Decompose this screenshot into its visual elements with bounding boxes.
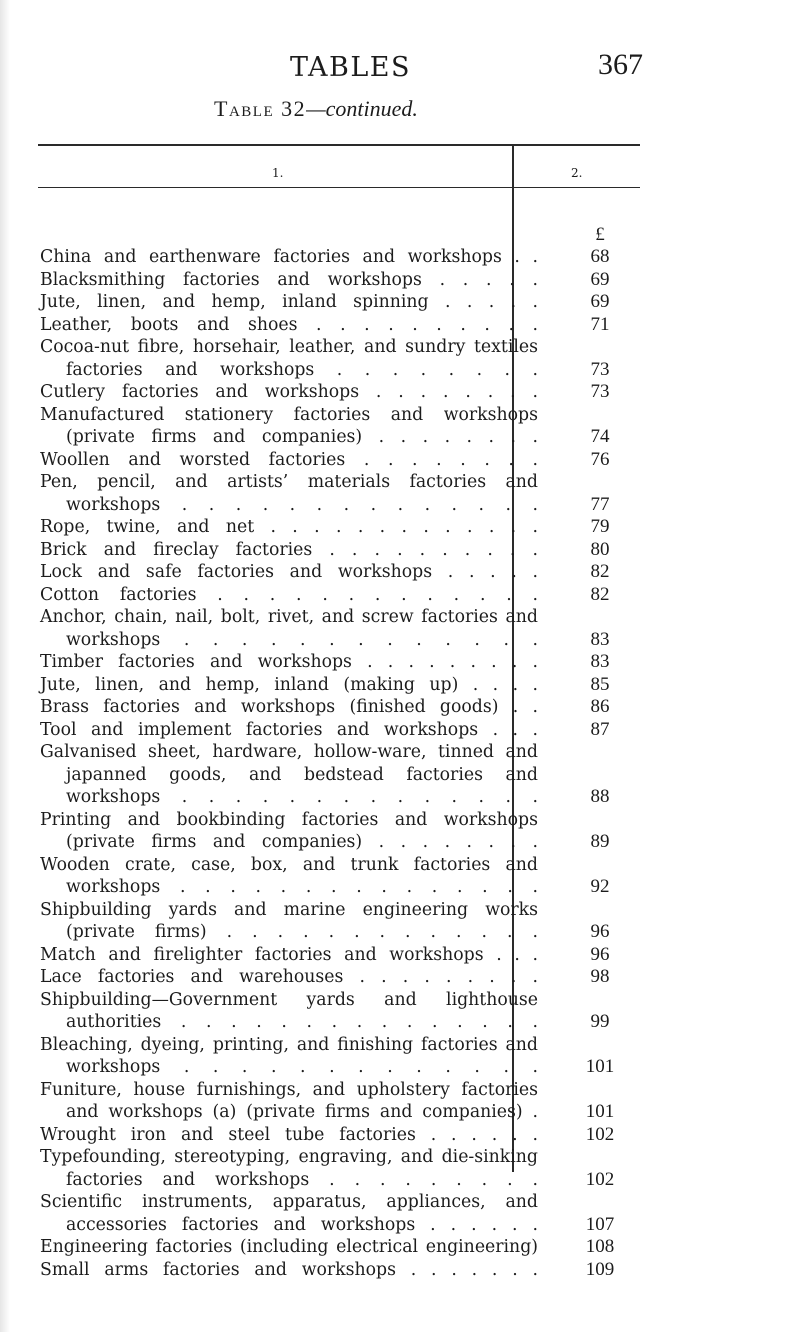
- row-label: Scientific instruments, apparatus, appliances, and accessories factories and workshops . . . . . .: [40, 1192, 538, 1235]
- table-row: [40, 966, 640, 989]
- table-title-main: Table 32: [214, 96, 307, 121]
- row-value: 98: [590, 966, 610, 987]
- row-value: 79: [590, 516, 610, 537]
- row-value: 71: [590, 313, 610, 335]
- row-value: 69: [590, 291, 610, 312]
- row-value: 82: [590, 583, 610, 605]
- row-label: Cotton factories . . . . . . . . . . . . .: [40, 584, 538, 605]
- table-header-rule: [38, 187, 640, 188]
- table-top-rule: [38, 144, 640, 146]
- currency-unit: £: [595, 223, 605, 245]
- table-row: [40, 854, 640, 899]
- table-row: [40, 516, 640, 539]
- row-value: 73: [590, 381, 610, 402]
- row-value: 68: [590, 246, 610, 267]
- row-value: 83: [590, 628, 610, 650]
- row-value: 102: [585, 1123, 615, 1145]
- row-label: Brass factories and workshops (finished goods) . .: [40, 697, 538, 717]
- row-label: Woollen and worsted factories . . . . . . . .: [40, 449, 538, 470]
- table-row: [40, 741, 640, 809]
- row-label: Cocoa-nut fibre, horsehair, leather, and sundry textiles factories and workshops . . . . . . . .: [40, 337, 538, 380]
- row-label: Funiture, house furnishings, and upholstery factories and workshops (a) (private firms and companies) .: [40, 1079, 538, 1122]
- table-row: [40, 989, 640, 1034]
- row-label: Jute, linen, and hemp, inland spinning . . . . .: [40, 292, 538, 312]
- row-value: 99: [590, 1011, 610, 1032]
- row-value: 69: [590, 268, 610, 290]
- row-label: Bleaching, dyeing, printing, and finishing factories and workshops . . . . . . . . . . . . .: [40, 1034, 538, 1077]
- row-label: Jute, linen, and hemp, inland (making up) . . . .: [40, 674, 538, 695]
- row-value: 85: [590, 673, 610, 695]
- row-label: Rope, twine, and net . . . . . . . . . . . . .: [40, 517, 538, 537]
- row-label: Shipbuilding yards and marine engineering works (private firms) . . . . . . . . . . . . .: [40, 899, 538, 942]
- row-label: Match and firelighter factories and workshops . . .: [40, 944, 538, 965]
- row-value: 83: [590, 651, 610, 672]
- table-row: [40, 944, 640, 967]
- table-row: [40, 1236, 640, 1259]
- row-label: Lace factories and warehouses . . . . . . . . .: [40, 967, 538, 987]
- row-label: Brick and fireclay factories . . . . . . . . . .: [40, 539, 538, 560]
- row-label: Leather, boots and shoes . . . . . . . . . .: [40, 314, 538, 335]
- row-value: 77: [590, 493, 610, 515]
- table-row: [40, 246, 640, 269]
- row-value: 89: [590, 831, 610, 852]
- row-label: Blacksmithing factories and workshops . . . . .: [40, 269, 538, 290]
- row-label: China and earthenware factories and workshops . .: [40, 247, 538, 267]
- table-row: [40, 809, 640, 854]
- table-title-continued: —continued.: [306, 96, 418, 121]
- row-value: 73: [590, 358, 610, 380]
- table-row: [40, 1191, 640, 1236]
- row-value: 82: [590, 561, 610, 582]
- row-value: 92: [590, 876, 610, 897]
- row-value: 74: [590, 426, 610, 447]
- table-row: [40, 336, 640, 381]
- row-label: Printing and bookbinding factories and workshops (private firms and companies) . . . . . . . .: [40, 809, 538, 852]
- row-label: Manufactured stationery factories and workshops (private firms and companies) . . . . . . . .: [40, 404, 538, 447]
- table-row: [40, 269, 640, 292]
- row-label: Small arms factories and workshops . . . . . . .: [40, 1259, 538, 1280]
- table-body: [40, 224, 640, 1281]
- row-value: 102: [585, 1168, 615, 1190]
- table-row: [40, 471, 640, 516]
- table-row: [40, 381, 640, 404]
- row-value: 87: [590, 718, 610, 740]
- table-row: [40, 584, 640, 607]
- page-number: 367: [598, 48, 643, 81]
- row-value: 88: [590, 786, 610, 807]
- table-title: [214, 96, 418, 122]
- row-value: 101: [585, 1101, 615, 1122]
- table-row: [40, 1259, 640, 1282]
- table-row: [40, 314, 640, 337]
- row-value: 108: [585, 1236, 615, 1257]
- table-row: [40, 719, 640, 742]
- row-value: 109: [585, 1258, 615, 1280]
- table-row: [40, 404, 640, 449]
- column-2-heading: 2.: [571, 166, 583, 180]
- table-row: [40, 651, 640, 674]
- table-row: [40, 1079, 640, 1124]
- row-value: 101: [585, 1056, 615, 1077]
- table-row: [40, 1146, 640, 1191]
- row-label: Wrought iron and steel tube factories . . . . . .: [40, 1124, 538, 1145]
- row-value: 96: [590, 943, 610, 965]
- row-value: 107: [585, 1213, 615, 1235]
- column-1-heading: 1.: [272, 166, 284, 180]
- table-row: [40, 606, 640, 651]
- row-label: Tool and implement factories and workshops . . .: [40, 719, 538, 740]
- page-edge-shadow: [0, 0, 10, 1332]
- table-row: [40, 291, 640, 314]
- running-head: TABLES: [290, 52, 412, 83]
- row-label: Cutlery factories and workshops . . . . . . . .: [40, 382, 538, 402]
- table-rows: [40, 246, 640, 1281]
- row-label: Anchor, chain, nail, bolt, rivet, and screw factories and workshops . . . . . . . . . . . . .: [40, 607, 538, 650]
- row-label: Engineering factories (including electrical engineering): [40, 1237, 538, 1257]
- row-value: 96: [590, 921, 610, 942]
- row-value: 76: [590, 448, 610, 470]
- table-row: [40, 1034, 640, 1079]
- row-label: Galvanised sheet, hardware, hollow-ware, tinned and japanned goods, and bedstead factories and workshops . . . . . . . . . . . . . .: [40, 742, 538, 807]
- table-row: [40, 449, 640, 472]
- table-row: [40, 899, 640, 944]
- table-row: [40, 561, 640, 584]
- table-row: [40, 1124, 640, 1147]
- row-label: Wooden crate, case, box, and trunk factories and workshops . . . . . . . . . . . . . . .: [40, 854, 538, 897]
- row-label: Pen, pencil, and artists’ materials factories and workshops . . . . . . . . . . . . . .: [40, 472, 538, 515]
- table-row: [40, 539, 640, 562]
- row-value: 86: [590, 696, 610, 717]
- row-label: Lock and safe factories and workshops . . . . .: [40, 562, 538, 582]
- row-label: Typefounding, stereotyping, engraving, and die-sinking factories and workshops . . . . . . . . .: [40, 1147, 538, 1190]
- table-row: [40, 674, 640, 697]
- row-label: Shipbuilding—Government yards and lighthouse authorities . . . . . . . . . . . . . . .: [40, 989, 538, 1032]
- row-label: Timber factories and workshops . . . . . . . . .: [40, 652, 538, 672]
- unit-row: [40, 224, 640, 246]
- table-row: [40, 696, 640, 719]
- row-value: 80: [590, 538, 610, 560]
